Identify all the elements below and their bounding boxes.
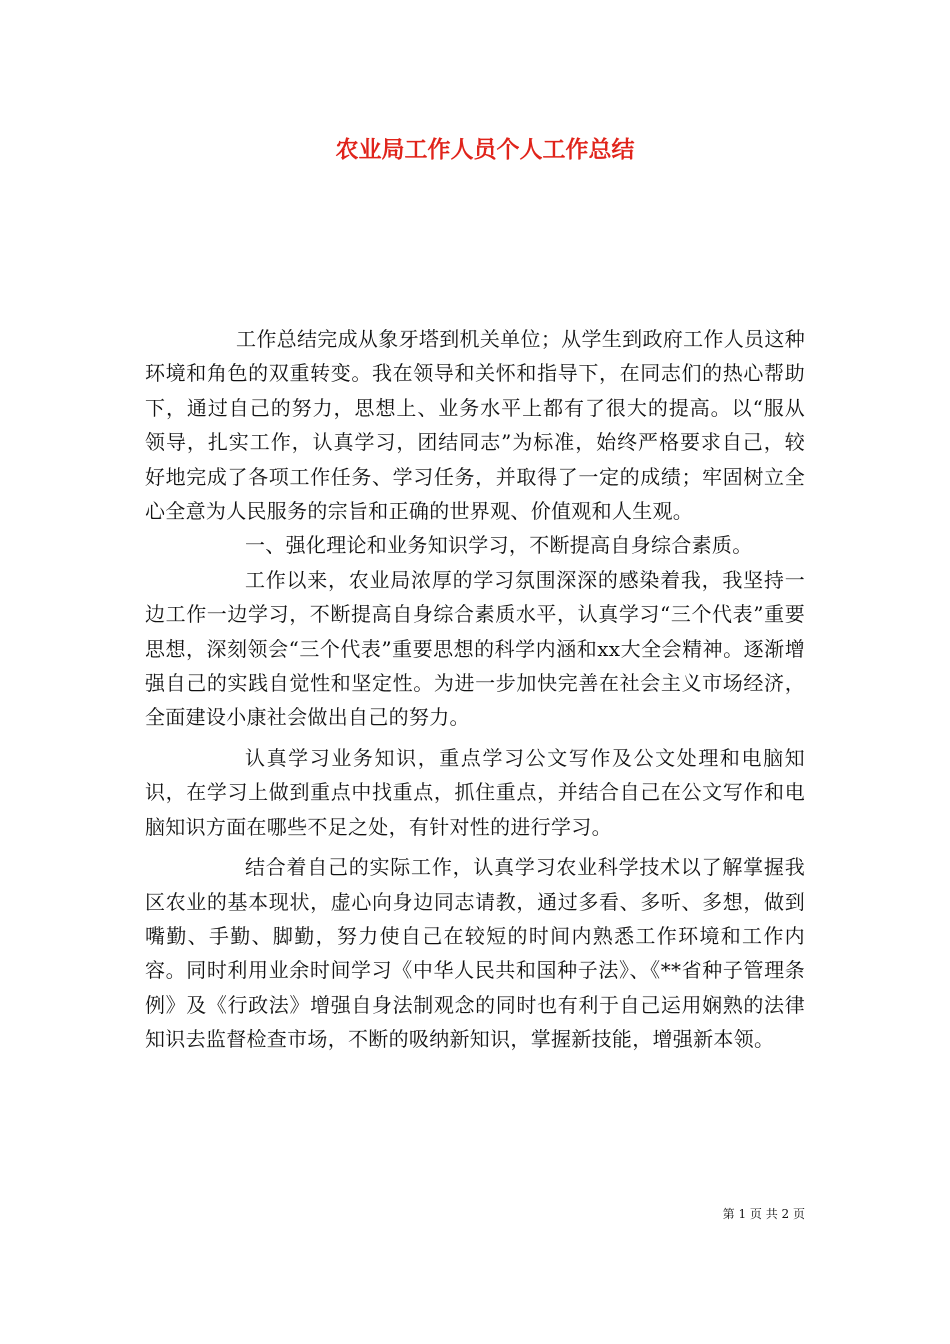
page-number: 第 1 页 共 2 页	[722, 1207, 805, 1221]
paragraph-study: 工作以来，农业局浓厚的学习氛围深深的感染着我，我坚持一边工作一边学习，不断提高自身综合素质水平，认真学习“三个代表”重要思想，深刻领会“三个代表”重要思想的科学内涵和xx大全会精神。逐渐增强自己的实践自觉性和坚定性。为进一步加快完善在社会主义市场经济，全面建设小康社会做出自己的努力。	[145, 567, 805, 730]
section-heading-1: 一、强化理论和业务知识学习，不断提高自身综合素质。	[245, 533, 753, 558]
paragraph-practical-work: 结合着自己的实际工作，认真学习农业科学技术以了解掌握我区农业的基本现状，虚心向身边同志请教，通过多看、多听、多想，做到嘴勤、手勤、脚勤，努力使自己在较短的时间内熟悉工作环境和工作内容。同时利用业余时间学习《中华人民共和国种子法》、《**省种子管理条例》及《行政法》增强自身法制观念的同时也有利于自己运用娴熟的法律知识去监督检查市场，不断的吸纳新知识，掌握新技能，增强新本领。	[145, 855, 805, 1052]
paragraph-intro: 工作总结完成从象牙塔到机关单位；从学生到政府工作人员这种环境和角色的双重转变。我在领导和关怀和指导下，在同志们的热心帮助下，通过自己的努力，思想上、业务水平上都有了很大的提高。以“服从领导，扎实工作，认真学习，团结同志”为标准，始终严格要求自己，较好地完成了各项工作任务、学习任务，并取得了一定的成绩；牢固树立全心全意为人民服务的宗旨和正确的世界观、价值观和人生观。	[145, 327, 805, 524]
document-title: 农业局工作人员个人工作总结	[335, 136, 635, 163]
paragraph-business-knowledge: 认真学习业务知识，重点学习公文写作及公文处理和电脑知识，在学习上做到重点中找重点，抓住重点，并结合自己在公文写作和电脑知识方面在哪些不足之处，有针对性的进行学习。	[145, 745, 805, 839]
document-body	[145, 322, 805, 1057]
